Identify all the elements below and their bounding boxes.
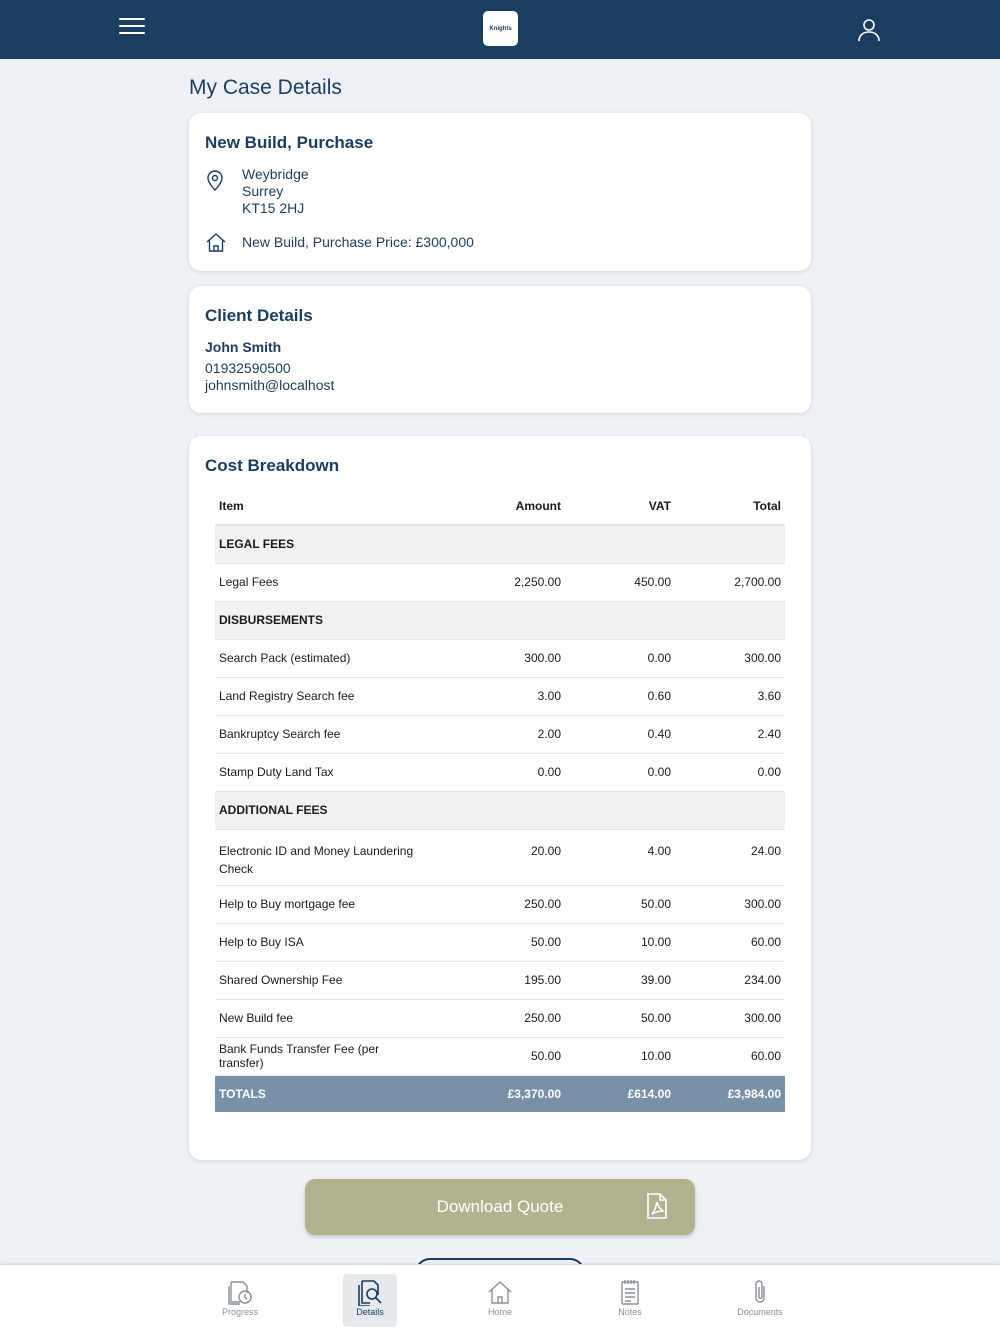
nav-documents[interactable] [733, 1274, 787, 1327]
notes-icon [616, 1278, 644, 1306]
case-summary-card [189, 113, 811, 271]
totals-label: TOTALS [215, 1075, 429, 1112]
row-vat: 450.00 [565, 563, 675, 601]
nav-progress-label: Progress [221, 1307, 258, 1317]
address-line-town: Weybridge [242, 166, 309, 182]
bottom-navigation [0, 1264, 1000, 1334]
nav-home-label: Home [487, 1307, 512, 1317]
row-item: Help to Buy mortgage fee [215, 885, 429, 923]
client-details-title: Client Details [205, 306, 313, 325]
row-amount: 2.00 [429, 715, 565, 753]
row-item: Help to Buy ISA [215, 923, 429, 961]
client-email[interactable]: johnsmith@localhost [205, 377, 335, 393]
table-row [215, 885, 785, 923]
section-row [215, 601, 785, 639]
totals-amount: £3,370.00 [429, 1075, 565, 1112]
section-title: LEGAL FEES [215, 525, 785, 563]
row-vat: 0.00 [565, 639, 675, 677]
home-icon [486, 1278, 514, 1306]
table-row [215, 1037, 785, 1075]
knights-logo[interactable] [483, 11, 518, 46]
row-vat: 0.40 [565, 715, 675, 753]
logo-text: Knights [489, 25, 512, 32]
address-line-county: Surrey [242, 183, 284, 199]
header-item: Item [215, 487, 429, 525]
hamburger-menu-icon[interactable] [119, 18, 145, 40]
row-total: 300.00 [675, 999, 785, 1037]
row-total: 300.00 [675, 885, 785, 923]
table-row [215, 563, 785, 601]
table-row [215, 923, 785, 961]
details-search-icon [356, 1278, 384, 1306]
paperclip-icon [746, 1278, 774, 1306]
nav-documents-label: Documents [737, 1307, 783, 1317]
row-item: Search Pack (estimated) [215, 639, 429, 677]
row-total: 60.00 [675, 1037, 785, 1075]
section-row [215, 791, 785, 829]
nav-home[interactable] [473, 1274, 527, 1327]
row-amount: 2,250.00 [429, 563, 565, 601]
row-vat: 50.00 [565, 885, 675, 923]
row-amount: 3.00 [429, 677, 565, 715]
row-total: 234.00 [675, 961, 785, 999]
row-vat: 0.60 [565, 677, 675, 715]
table-header-row [215, 487, 785, 525]
row-vat: 10.00 [565, 1037, 675, 1075]
nav-progress[interactable] [213, 1274, 267, 1327]
download-quote-button[interactable] [305, 1179, 695, 1235]
cost-breakdown-card [189, 436, 811, 1160]
nav-notes[interactable] [603, 1274, 657, 1327]
header-amount: Amount [429, 487, 565, 525]
row-total: 60.00 [675, 923, 785, 961]
row-vat: 50.00 [565, 999, 675, 1037]
page-title: My Case Details [189, 76, 342, 99]
row-total: 24.00 [675, 829, 785, 885]
case-title: New Build, Purchase [205, 133, 374, 152]
row-amount: 0.00 [429, 753, 565, 791]
row-amount: 20.00 [429, 829, 565, 885]
row-total: 0.00 [675, 753, 785, 791]
header-vat: VAT [565, 487, 675, 525]
row-item: Bankruptcy Search fee [215, 715, 429, 753]
row-item: New Build fee [215, 999, 429, 1037]
row-item: Stamp Duty Land Tax [215, 753, 429, 791]
cost-table [215, 487, 785, 1112]
client-details-card [189, 286, 811, 413]
table-row [215, 677, 785, 715]
totals-vat: £614.00 [565, 1075, 675, 1112]
row-vat: 39.00 [565, 961, 675, 999]
section-title: DISBURSEMENTS [215, 601, 785, 639]
table-row [215, 999, 785, 1037]
row-amount: 300.00 [429, 639, 565, 677]
row-amount: 50.00 [429, 1037, 565, 1075]
progress-clock-icon [226, 1278, 254, 1306]
row-total: 2,700.00 [675, 563, 785, 601]
nav-notes-label: Notes [618, 1307, 642, 1317]
row-vat: 0.00 [565, 753, 675, 791]
nav-details-label: Details [356, 1307, 384, 1317]
table-row [215, 715, 785, 753]
download-quote-label: Download Quote [436, 1197, 564, 1216]
section-row [215, 525, 785, 563]
section-title: ADDITIONAL FEES [215, 791, 785, 829]
row-amount: 50.00 [429, 923, 565, 961]
top-app-bar [0, 0, 1000, 59]
row-item: Bank Funds Transfer Fee (per transfer) [215, 1037, 429, 1075]
row-item: Legal Fees [215, 563, 429, 601]
property-address [242, 166, 309, 217]
table-row [215, 961, 785, 999]
row-amount: 250.00 [429, 885, 565, 923]
row-amount: 195.00 [429, 961, 565, 999]
table-row [215, 753, 785, 791]
row-vat: 4.00 [565, 829, 675, 885]
row-total: 3.60 [675, 677, 785, 715]
row-total: 2.40 [675, 715, 785, 753]
cost-breakdown-title: Cost Breakdown [205, 456, 340, 475]
table-row [215, 829, 785, 885]
purchase-price: New Build, Purchase Price: £300,000 [242, 234, 474, 250]
row-item: Electronic ID and Money Laundering Check [215, 829, 429, 885]
table-row [215, 639, 785, 677]
user-icon[interactable] [856, 17, 882, 43]
header-total: Total [675, 487, 785, 525]
row-item: Shared Ownership Fee [215, 961, 429, 999]
location-pin-icon [205, 169, 225, 191]
client-name: John Smith [205, 339, 282, 355]
totals-row [215, 1075, 785, 1112]
row-vat: 10.00 [565, 923, 675, 961]
pdf-file-icon [646, 1192, 668, 1220]
address-line-postcode: KT15 2HJ [242, 200, 305, 216]
nav-details[interactable] [343, 1274, 397, 1327]
totals-total: £3,984.00 [675, 1075, 785, 1112]
row-total: 300.00 [675, 639, 785, 677]
house-icon [205, 231, 227, 253]
client-phone[interactable]: 01932590500 [205, 360, 291, 376]
row-amount: 250.00 [429, 999, 565, 1037]
row-item: Land Registry Search fee [215, 677, 429, 715]
